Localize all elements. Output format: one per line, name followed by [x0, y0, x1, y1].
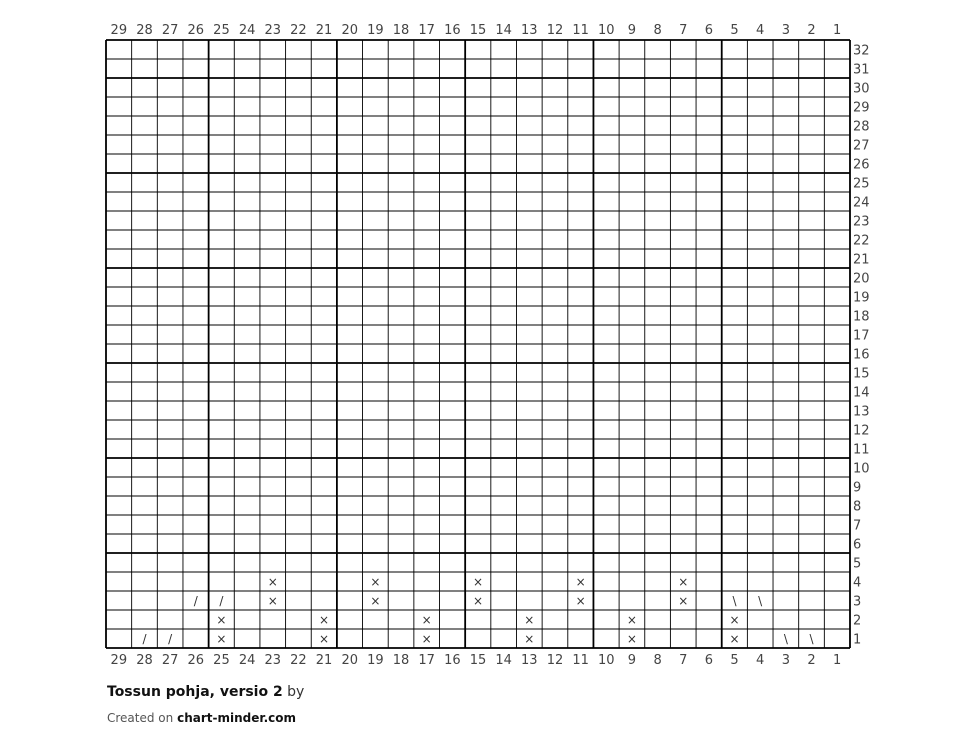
column-label-top: 23 [264, 23, 282, 38]
stitch-symbol-x: × [524, 613, 535, 627]
column-label-top: 4 [756, 23, 765, 38]
column-label-top: 26 [187, 23, 205, 38]
row-label: 29 [852, 100, 870, 116]
column-label-top: 16 [444, 23, 461, 38]
row-label: 10 [852, 461, 870, 477]
column-label-top: 6 [704, 23, 714, 38]
column-label-top: 17 [418, 23, 435, 38]
credit-site-link[interactable]: chart-minder.com [177, 711, 296, 725]
column-label-bottom: 21 [315, 653, 333, 668]
column-label-bottom: 20 [341, 653, 358, 668]
column-label-top: 20 [341, 23, 358, 38]
column-label-top: 29 [110, 23, 128, 38]
row-label: 11 [852, 442, 870, 458]
column-label-top: 18 [392, 23, 410, 38]
column-label-top: 3 [781, 23, 790, 38]
chart-title: Tossun pohja, versio 2 [107, 684, 283, 700]
right-row-labels [853, 44, 870, 648]
column-label-bottom: 6 [704, 653, 714, 668]
column-label-top: 9 [627, 23, 637, 38]
row-label: 21 [852, 252, 870, 268]
stitch-symbol-backslash: \ [809, 632, 814, 646]
stitch-symbols [142, 575, 814, 646]
column-label-bottom: 17 [418, 653, 435, 668]
stitch-symbol-x: × [678, 575, 689, 589]
row-label: 8 [852, 499, 862, 515]
column-label-bottom: 7 [679, 653, 688, 668]
stitch-symbol-x: × [319, 613, 330, 627]
row-label: 9 [852, 480, 862, 496]
column-label-top: 21 [315, 23, 333, 38]
top-column-labels [111, 23, 842, 38]
stitch-symbol-x: × [370, 575, 381, 589]
stitch-symbol-backslash: \ [732, 594, 737, 608]
column-label-top: 27 [161, 23, 179, 38]
column-label-bottom: 16 [444, 653, 461, 668]
row-label: 32 [852, 43, 870, 59]
column-label-bottom: 9 [627, 653, 637, 668]
column-label-top: 13 [521, 23, 538, 38]
stitch-symbol-x: × [421, 613, 432, 627]
row-label: 4 [852, 575, 862, 591]
column-label-bottom: 4 [756, 653, 765, 668]
credit-prefix: Created on [107, 711, 174, 725]
column-label-bottom: 13 [521, 653, 538, 668]
column-label-bottom: 3 [781, 653, 790, 668]
stitch-symbol-x: × [729, 613, 740, 627]
row-label: 7 [852, 518, 862, 534]
chart-author-by: by [287, 684, 305, 700]
stitch-symbol-slash: / [193, 594, 198, 608]
stitch-symbol-backslash: \ [758, 594, 763, 608]
column-label-top: 7 [679, 23, 688, 38]
stitch-symbol-x: × [267, 594, 278, 608]
row-label: 17 [852, 328, 870, 344]
row-label: 24 [852, 195, 870, 211]
row-label: 23 [852, 214, 870, 230]
chart-title-line [107, 684, 304, 700]
column-label-bottom: 5 [730, 653, 739, 668]
chart-grid [106, 40, 850, 648]
row-label: 6 [852, 537, 862, 553]
column-label-top: 12 [546, 23, 564, 38]
stitch-symbol-x: × [729, 632, 740, 646]
row-label: 16 [852, 347, 870, 363]
row-label: 14 [852, 385, 870, 401]
column-label-bottom: 8 [653, 653, 662, 668]
column-label-bottom: 27 [161, 653, 179, 668]
row-label: 18 [852, 309, 870, 325]
row-label: 25 [852, 176, 870, 192]
stitch-symbol-x: × [370, 594, 381, 608]
column-label-bottom: 19 [367, 653, 384, 668]
row-label: 19 [852, 290, 870, 306]
row-label: 20 [852, 271, 870, 287]
column-label-top: 2 [807, 23, 816, 38]
stitch-symbol-x: × [472, 594, 484, 608]
column-label-top: 19 [367, 23, 384, 38]
column-label-top: 11 [572, 23, 589, 38]
stitch-symbol-x: × [421, 632, 432, 646]
column-label-bottom: 1 [833, 653, 842, 668]
column-label-top: 15 [469, 23, 487, 38]
stitch-symbol-slash: / [168, 632, 173, 646]
column-label-bottom: 26 [187, 653, 205, 668]
column-label-bottom: 25 [213, 653, 230, 668]
column-label-top: 10 [597, 23, 615, 38]
stitch-symbol-x: × [626, 613, 637, 627]
column-label-top: 24 [238, 23, 256, 38]
row-label: 26 [852, 157, 870, 173]
row-label: 15 [852, 366, 870, 382]
row-label: 5 [852, 556, 862, 572]
chart-credit [107, 711, 296, 725]
column-label-top: 1 [833, 23, 842, 38]
row-label: 30 [852, 81, 870, 97]
row-label: 12 [852, 423, 870, 439]
column-label-top: 8 [653, 23, 662, 38]
row-label: 2 [852, 613, 862, 629]
row-label: 31 [852, 62, 870, 78]
stitch-symbol-x: × [267, 575, 278, 589]
column-label-bottom: 23 [264, 653, 282, 668]
column-label-top: 25 [213, 23, 230, 38]
column-label-bottom: 18 [392, 653, 410, 668]
column-label-bottom: 29 [110, 653, 128, 668]
row-label: 22 [852, 233, 870, 249]
column-label-top: 5 [730, 23, 739, 38]
column-label-bottom: 2 [807, 653, 816, 668]
stitch-symbol-x: × [626, 632, 637, 646]
row-label: 3 [852, 594, 862, 610]
column-label-bottom: 12 [546, 653, 564, 668]
column-label-bottom: 28 [136, 653, 153, 668]
row-label: 13 [852, 404, 870, 420]
stitch-symbol-backslash: \ [783, 632, 788, 646]
column-label-bottom: 24 [238, 653, 256, 668]
column-label-bottom: 22 [290, 653, 307, 668]
column-label-top: 28 [136, 23, 153, 38]
bottom-column-labels [111, 653, 842, 668]
stitch-symbol-x: × [678, 594, 689, 608]
row-label: 27 [852, 138, 870, 154]
stitch-symbol-x: × [524, 632, 535, 646]
stitch-symbol-x: × [575, 594, 586, 608]
column-label-top: 22 [290, 23, 307, 38]
stitch-symbol-x: × [575, 575, 586, 589]
stitch-symbol-slash: / [219, 594, 224, 608]
row-label: 1 [852, 632, 862, 648]
column-label-bottom: 11 [572, 653, 589, 668]
stitch-symbol-slash: / [142, 632, 147, 646]
column-label-bottom: 14 [495, 653, 512, 668]
stitch-symbol-x: × [319, 632, 330, 646]
stitch-symbol-x: × [216, 632, 227, 646]
stitch-symbol-x: × [472, 575, 484, 589]
column-label-bottom: 10 [597, 653, 615, 668]
column-label-bottom: 15 [469, 653, 487, 668]
row-label: 28 [852, 119, 870, 135]
stitch-symbol-x: × [216, 613, 227, 627]
column-label-top: 14 [495, 23, 512, 38]
